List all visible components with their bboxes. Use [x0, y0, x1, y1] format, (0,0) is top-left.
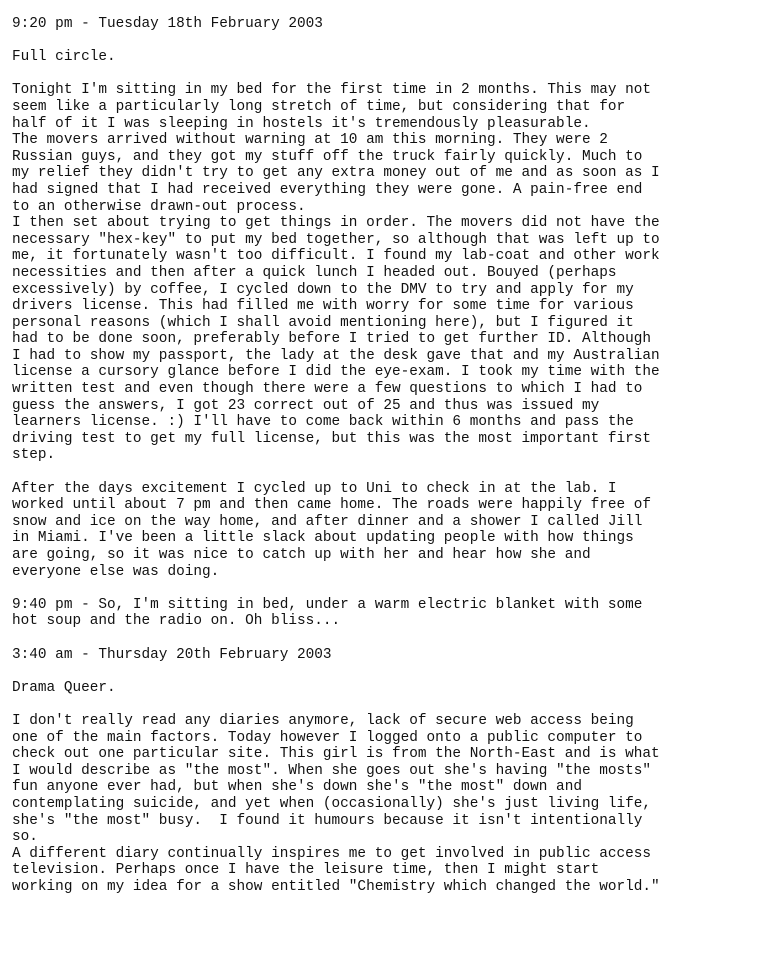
text-line: learners license. :) I'll have to come back within 6 months and pass the: [12, 414, 634, 431]
text-line: contemplating suicide, and yet when (occasionally) she's just living life,: [12, 795, 652, 812]
text-line: Tonight I'm sitting in my bed for the first time in 2 months. This may not: [12, 82, 652, 99]
text-line: she's "the most" busy. I found it humours because it isn't intentionally: [12, 812, 643, 829]
paragraph: [12, 597, 774, 630]
text-line: The movers arrived without warning at 10 am this morning. They were 2: [12, 132, 608, 149]
text-line: working on my idea for a show entitled "Chemistry which changed the world.": [12, 878, 660, 895]
text-line: 9:40 pm - So, I'm sitting in bed, under a warm electric blanket with some: [12, 596, 643, 613]
text-line: excessively) by coffee, I cycled down to the DMV to try and apply for my: [12, 281, 634, 298]
text-line: are going, so it was nice to catch up with her and hear how she and: [12, 547, 591, 563]
paragraph: [12, 481, 774, 581]
text-line: half of it I was sleeping in hostels it's tremendously pleasurable.: [12, 115, 591, 132]
text-line: personal reasons (which I shall avoid mentioning here), but I figured it: [12, 314, 634, 331]
text-line: to an otherwise drawn-out process.: [12, 198, 306, 215]
text-line: check out one particular site. This girl is from the North-East and is what: [12, 746, 660, 763]
text-line: A different diary continually inspires me to get involved in public access: [12, 845, 652, 862]
text-line: everyone else was doing.: [12, 563, 220, 580]
entry-title: Full circle.: [12, 49, 116, 66]
diary-entry: [12, 16, 774, 647]
text-line: me, it fortunately wasn't too difficult. I found my lab-coat and other work: [12, 248, 660, 265]
text-line: snow and ice on the way home, and after dinner and a shower I called Jill: [12, 513, 643, 530]
text-line: hot soup and the radio on. Oh bliss...: [12, 613, 341, 630]
text-line: so.: [12, 829, 38, 846]
text-line: driving test to get my full license, but this was the most important first: [12, 430, 652, 447]
entry-heading: 9:20 pm - Tuesday 18th February 2003: [12, 16, 323, 32]
text-line: Russian guys, and they got my stuff off the truck fairly quickly. Much to: [12, 148, 643, 165]
text-line: in Miami. I've been a little slack about updating people with how things: [12, 530, 634, 547]
paragraph: [12, 713, 774, 896]
text-line: I don't really read any diaries anymore, lack of secure web access being: [12, 712, 634, 729]
text-line: license a cursory glance before I did the eye-exam. I took my time with the: [12, 364, 660, 381]
text-line: had to be done soon, preferably before I tried to get further ID. Although: [12, 331, 652, 348]
text-line: guess the answers, I got 23 correct out of 25 and thus was issued my: [12, 397, 600, 414]
text-line: necessary "hex-key" to put my bed together, so although that was left up to: [12, 231, 660, 248]
text-line: had signed that I had received everything they were gone. A pain-free end: [12, 181, 643, 198]
text-line: I had to show my passport, the lady at the desk gave that and my Australian: [12, 347, 660, 364]
text-line: television. Perhaps once I have the leisure time, then I might start: [12, 862, 600, 879]
text-line: step.: [12, 447, 56, 464]
text-line: necessities and then after a quick lunch I headed out. Bouyed (perhaps: [12, 264, 617, 281]
text-line: my relief they didn't try to get any extra money out of me and as soon as I: [12, 165, 660, 182]
text-line: fun anyone ever had, but when she's down she's "the most" down and: [12, 779, 582, 796]
text-line: worked until about 7 pm and then came home. The roads were happily free of: [12, 497, 652, 514]
text-line: drivers license. This had filled me with worry for some time for various: [12, 298, 634, 315]
text-line: I then set about trying to get things in order. The movers did not have the: [12, 215, 660, 232]
diary-page: [12, 16, 774, 895]
text-line: seem like a particularly long stretch of time, but considering that for: [12, 98, 626, 115]
text-line: one of the main factors. Today however I logged onto a public computer to: [12, 729, 643, 746]
entry-title: Drama Queer.: [12, 679, 116, 696]
entry-heading: 3:40 am - Thursday 20th February 2003: [12, 646, 332, 663]
text-line: I would describe as "the most". When she goes out she's having "the mosts": [12, 762, 652, 779]
text-line: written test and even though there were a few questions to which I had to: [12, 381, 643, 398]
diary-entry: [12, 647, 774, 896]
text-line: After the days excitement I cycled up to Uni to check in at the lab. I: [12, 480, 617, 497]
paragraph: [12, 82, 774, 464]
